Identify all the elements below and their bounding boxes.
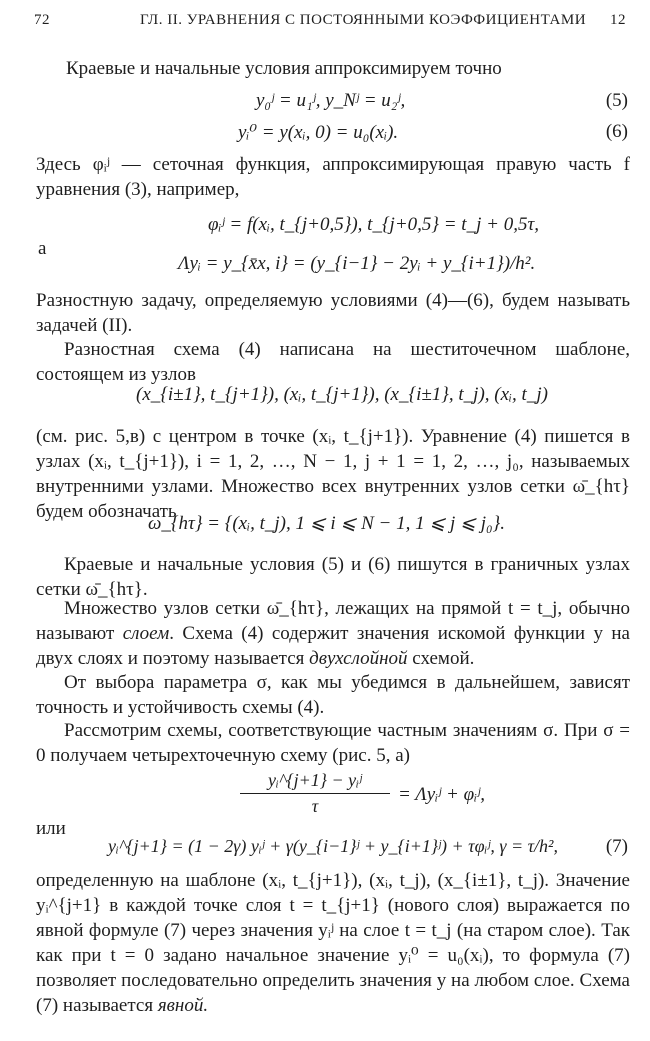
term-two-layer: двухслойной: [309, 648, 408, 669]
equation-5: y₀ʲ = u₁ʲ, y_Nʲ = u₂ʲ,: [256, 90, 406, 111]
paragraph-phi: Здесь φᵢʲ — сеточная функция, аппроксимирующая правую часть f уравнения (3), например,: [36, 154, 630, 200]
paragraph-sigma: От выбора параметра σ, как мы убедимся в дальнейшем, зависят точность и устойчивость схемы (4).: [36, 672, 630, 718]
conjunction-a: а: [38, 238, 47, 259]
fraction-rhs: = Λyᵢʲ + φᵢʲ,: [398, 784, 485, 805]
nodes-equation: (x_{i±1}, t_{j+1}), (xᵢ, t_{j+1}), (x_{i±1}, t_j), (xᵢ, t_j): [136, 384, 548, 405]
fraction-denominator: τ: [311, 796, 319, 816]
equation-7: yᵢ^{j+1} = (1 − 2γ) yᵢʲ + γ(y_{i−1}ʲ + y_{i+1}ʲ) + τφᵢʲ, γ = τ/h²,: [108, 836, 558, 856]
fraction-numerator: yᵢ^{j+1} − yᵢʲ: [240, 770, 390, 794]
phi-equation: φᵢʲ = f(xᵢ, t_{j+0,5}), t_{j+0,5} = t_j + 0,5τ,: [208, 214, 539, 235]
term-explicit: явной.: [157, 995, 209, 1016]
paragraph-internal-nodes: (см. рис. 5,в) с центром в точке (xᵢ, t_{j+1}). Уравнение (4) пишется в узлах (xᵢ, t_{j+1}), i = 1, 2, …, N − 1, j + 1 = 1, 2, …, j₀, называемых внутренними узлами. Множество всех внутренних узлов сетки ω̄_{hτ} будем обозначать: [36, 426, 630, 522]
paragraph-layer-part3: схемой.: [412, 648, 475, 669]
term-layer: слоем: [122, 623, 170, 644]
equation-6-number: (6): [605, 121, 628, 142]
paragraph-layer-part1: Множество узлов сетки ω̄_{hτ}, лежащих на прямой t = t_j, обычно называют: [36, 598, 630, 644]
conjunction-or: или: [36, 818, 66, 839]
paragraph-scheme: Разностная схема (4) написана на шеститочечном шаблоне, состоящем из узлов: [36, 339, 630, 385]
equation-7-number: (7): [605, 836, 628, 857]
paragraph-boundary: Краевые и начальные условия (5) и (6) пишутся в граничных узлах сетки ω̄_{hτ}.: [36, 554, 630, 600]
lambda-equation: Λyᵢ = y_{x̄x, i} = (y_{i−1} − 2yᵢ + y_{i+1})/h².: [178, 253, 536, 274]
equation-5-number: (5): [605, 90, 628, 111]
page-number: 72: [34, 12, 50, 28]
paragraph-layer: [36, 596, 630, 671]
paragraph-layer-part2: . Схема (4) содержит значения искомой функции y на двух слоях и поэтому называется: [36, 623, 630, 669]
section-number: 12: [610, 12, 626, 28]
paragraph-explicit-text: определенную на шаблоне (xᵢ, t_{j+1}), (xᵢ, t_j), (x_{i±1}, t_j). Значение yᵢ^{j+1} в каждой точке слоя t = t_{j+1} (нового слоя) выражается по явной формуле (7) через значения yᵢʲ на слое t = t_j (на старом слое). Так как при t = 0 задано начальное значение yᵢ⁰ = u₀(xᵢ), то формула (7) позволяет последовательно определить значения y на любом слое. Схема (7) называется: [36, 870, 630, 1016]
intro-paragraph: Краевые и начальные условия аппроксимируем точно: [66, 58, 502, 79]
paragraph-four-point: Рассмотрим схемы, соответствующие частным значениям σ. При σ = 0 получаем четырехточечную схему (рис. 5, а): [36, 720, 630, 766]
paragraph-problem: Разностную задачу, определяемую условиями (4)—(6), будем называть задачей (II).: [36, 290, 630, 336]
paragraph-explicit: [36, 868, 630, 1018]
running-title: ГЛ. II. УРАВНЕНИЯ С ПОСТОЯННЫМИ КОЭФФИЦИЕНТАМИ: [140, 12, 587, 28]
difference-fraction: [240, 770, 390, 817]
omega-equation: ω_{hτ} = {(xᵢ, t_j), 1 ⩽ i ⩽ N − 1, 1 ⩽ j ⩽ j₀}.: [148, 513, 505, 534]
equation-6: yᵢ⁰ = y(xᵢ, 0) = u₀(xᵢ).: [238, 122, 399, 143]
